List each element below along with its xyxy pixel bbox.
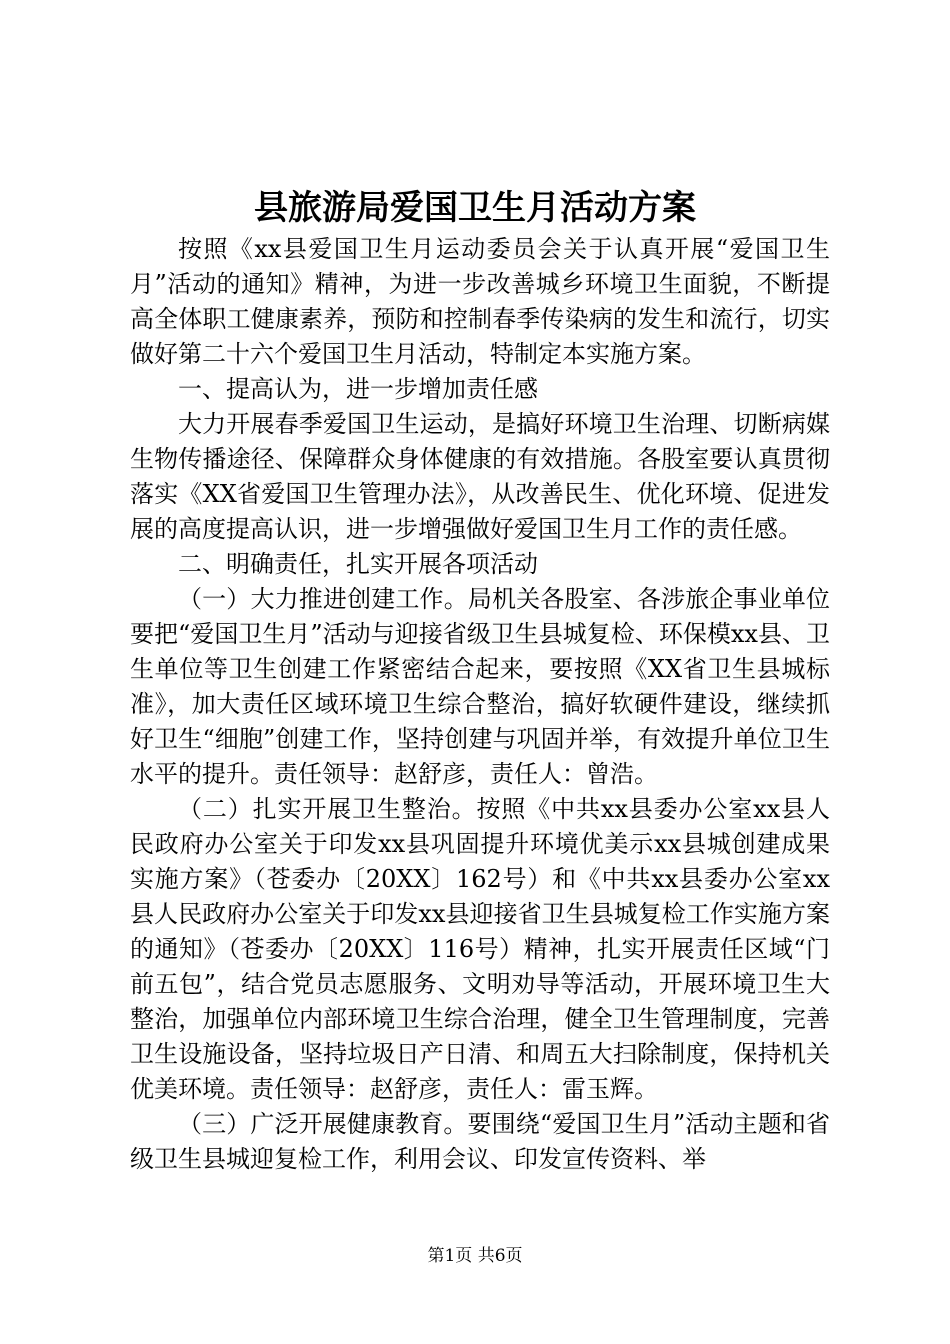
document-body (130, 232, 830, 1177)
item-3-paragraph: （三）广泛开展健康教育。要围绕“爱国卫生月”活动主题和省级卫生县城迎复检工作，利用会议、印发宣传资料、举 (130, 1110, 830, 1173)
item-1-paragraph: （一）大力推进创建工作。局机关各股室、各涉旅企事业单位要把“爱国卫生月”活动与迎接省级卫生县城复检、环保模xx县、卫生单位等卫生创建工作紧密结合起来，要按照《XX省卫生县城标准》，加大责任区域环境卫生综合整治，搞好软硬件建设，继续抓好卫生“细胞”创建工作，坚持创建与巩固并举，有效提升单位卫生水平的提升。责任领导：赵舒彦，责任人：曾浩。 (130, 585, 830, 788)
section-heading-1: 一、提高认为，进一步增加责任感 (178, 375, 538, 403)
document-title: 县旅游局爱国卫生月活动方案 (254, 188, 696, 228)
intro-paragraph: 按照《xx县爱国卫生月运动委员会关于认真开展“爱国卫生月”活动的通知》精神，为进一步改善城乡环境卫生面貌，不断提高全体职工健康素养，预防和控制春季传染病的发生和流行，切实做好第二十六个爱国卫生月活动，特制定本实施方案。 (130, 235, 830, 368)
section-heading-2: 二、明确责任，扎实开展各项活动 (178, 550, 538, 578)
section-1-paragraph: 大力开展春季爱国卫生运动，是搞好环境卫生治理、切断病媒生物传播途径、保障群众身体健康的有效措施。各股室要认真贯彻落实《XX省爱国卫生管理办法》，从改善民生、优化环境、促进发展的高度提高认识，进一步增强做好爱国卫生月工作的责任感。 (130, 410, 830, 543)
item-2-paragraph: （二）扎实开展卫生整治。按照《中共xx县委办公室xx县人民政府办公室关于印发xx县巩固提升环境优美示xx县城创建成果实施方案》（苍委办〔20XX〕162号）和《中共xx县委办公室xx县人民政府办公室关于印发xx县迎接省卫生县城复检工作实施方案的通知》（苍委办〔20XX〕116号）精神，扎实开展责任区域“门前五包”，结合党员志愿服务、文明劝导等活动，开展环境卫生大整治，加强单位内部环境卫生综合治理，健全卫生管理制度，完善卫生设施设备，坚持垃圾日产日清、和周五大扫除制度，保持机关优美环境。责任领导：赵舒彦，责任人：雷玉辉。 (130, 795, 830, 1103)
page-number-footer: 第1页 共6页 (427, 1246, 523, 1266)
